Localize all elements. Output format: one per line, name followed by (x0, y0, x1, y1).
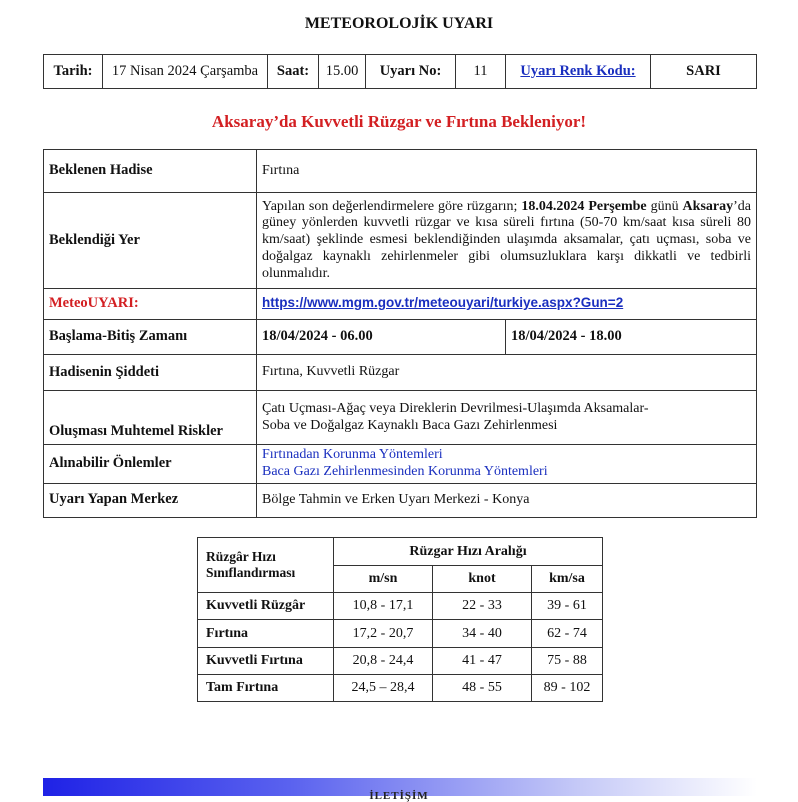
center-value: Bölge Tahmin ve Erken Uyarı Merkezi - Konya (257, 483, 757, 517)
wind-kmh: 75 - 88 (532, 648, 603, 675)
table-row (198, 538, 603, 566)
wind-knot: 34 - 40 (433, 620, 532, 648)
meteo-url-cell (257, 289, 757, 320)
table-row (44, 391, 757, 445)
wind-class-header (198, 538, 334, 593)
wind-class-name: Tam Fırtına (198, 675, 334, 702)
table-row (44, 483, 757, 517)
wind-class-name: Fırtına (198, 620, 334, 648)
color-code-link[interactable]: Uyarı Renk Kodu: (520, 63, 636, 79)
flue-gas-protection-link[interactable]: Baca Gazı Zehirlenmesinden Korunma Yöntemleri (262, 463, 548, 479)
start-time: 18/04/2024 - 06.00 (257, 320, 506, 355)
table-row (198, 593, 603, 620)
wind-ms: 10,8 - 17,1 (334, 593, 433, 620)
place-text-part: günü (646, 198, 683, 214)
wind-class-header-line: Sınıflandırması (206, 565, 296, 580)
risks-line: Soba ve Doğalgaz Kaynaklı Baca Gazı Zehirlenmesi (262, 417, 558, 433)
place-text-part: ’da güney yönlerden kuvvetli rüzgar ve kısa süreli fırtına (50-70 km/saat kısa süreli 80 km/saat) şeklinde esmesi beklendiğinden ulaşımda aksamalar, çatı uçması, soba ve doğalgaz kaynaklı zehirlenmeler gibi olumsuzluklara karşı dikkatli ve tedbirli olunmalıdır. (262, 198, 751, 281)
wind-knot: 22 - 33 (433, 593, 532, 620)
end-time: 18/04/2024 - 18.00 (506, 320, 757, 355)
wind-speed-table (197, 537, 603, 702)
wind-ms: 17,2 - 20,7 (334, 620, 433, 648)
meteo-label: MeteoUYARI: (44, 289, 257, 320)
unit-ms: m/sn (334, 566, 433, 593)
table-row (198, 675, 603, 702)
center-label: Uyarı Yapan Merkez (44, 483, 257, 517)
unit-kmh: km/sa (532, 566, 603, 593)
event-value: Fırtına (257, 150, 757, 193)
wind-kmh: 39 - 61 (532, 593, 603, 620)
page-title: METEOROLOJİK UYARI (304, 15, 494, 32)
time-value: 15.00 (319, 55, 366, 89)
risks-label: Oluşması Muhtemel Riskler (44, 391, 257, 445)
wind-kmh: 62 - 74 (532, 620, 603, 648)
wind-class-name: Kuvvetli Fırtına (198, 648, 334, 675)
wind-class-header-line: Rüzgâr Hızı (206, 548, 276, 564)
table-row (198, 620, 603, 648)
wind-range-header: Rüzgar Hızı Aralığı (334, 538, 603, 566)
severity-value: Fırtına, Kuvvetli Rüzgar (257, 355, 757, 391)
wind-kmh: 89 - 102 (532, 675, 603, 702)
wind-ms: 20,8 - 24,4 (334, 648, 433, 675)
wind-class-name: Kuvvetli Rüzgâr (198, 593, 334, 620)
risks-line: Çatı Uçması-Ağaç veya Direklerin Devrilmesi-Ulaşımda Aksamalar- (262, 400, 649, 416)
time-range-label: Başlama-Bitiş Zamanı (44, 320, 257, 355)
place-city: Aksaray (682, 198, 734, 214)
measures-value (257, 445, 757, 484)
table-row (44, 150, 757, 193)
place-description (257, 193, 757, 289)
headline: Aksaray’da Kuvvetli Rüzgar ve Fırtına Bekleniyor! (211, 112, 587, 131)
time-label: Saat: (268, 55, 319, 89)
warning-no-label: Uyarı No: (366, 55, 456, 89)
warning-no-value: 11 (456, 55, 506, 89)
place-label: Beklendiği Yer (44, 193, 257, 289)
table-row (198, 648, 603, 675)
date-value: 17 Nisan 2024 Çarşamba (103, 55, 268, 89)
table-row (44, 445, 757, 484)
wind-knot: 41 - 47 (433, 648, 532, 675)
place-text-part: Yapılan son değerlendirmelere göre rüzgarın; (262, 198, 522, 214)
table-row (44, 193, 757, 289)
color-code-value: SARI (651, 55, 757, 89)
event-label: Beklenen Hadise (44, 150, 257, 193)
wind-knot: 48 - 55 (433, 675, 532, 702)
warning-info-table (43, 149, 757, 518)
severity-label: Hadisenin Şiddeti (44, 355, 257, 391)
color-code-cell (506, 55, 651, 89)
measures-label: Alınabilir Önlemler (44, 445, 257, 484)
footer-contact-label: İLETİŞİM (369, 790, 429, 802)
risks-value (257, 391, 757, 445)
date-label: Tarih: (44, 55, 103, 89)
warning-header-table (43, 54, 757, 89)
storm-protection-link[interactable]: Fırtınadan Korunma Yöntemleri (262, 447, 443, 462)
meteo-url-link[interactable]: https://www.mgm.gov.tr/meteouyari/turkiye.aspx?Gun=2 (262, 295, 624, 311)
table-row (44, 289, 757, 320)
wind-ms: 24,5 – 28,4 (334, 675, 433, 702)
place-date: 18.04.2024 Perşembe (521, 198, 647, 214)
table-row (44, 320, 757, 355)
table-row (44, 355, 757, 391)
unit-knot: knot (433, 566, 532, 593)
